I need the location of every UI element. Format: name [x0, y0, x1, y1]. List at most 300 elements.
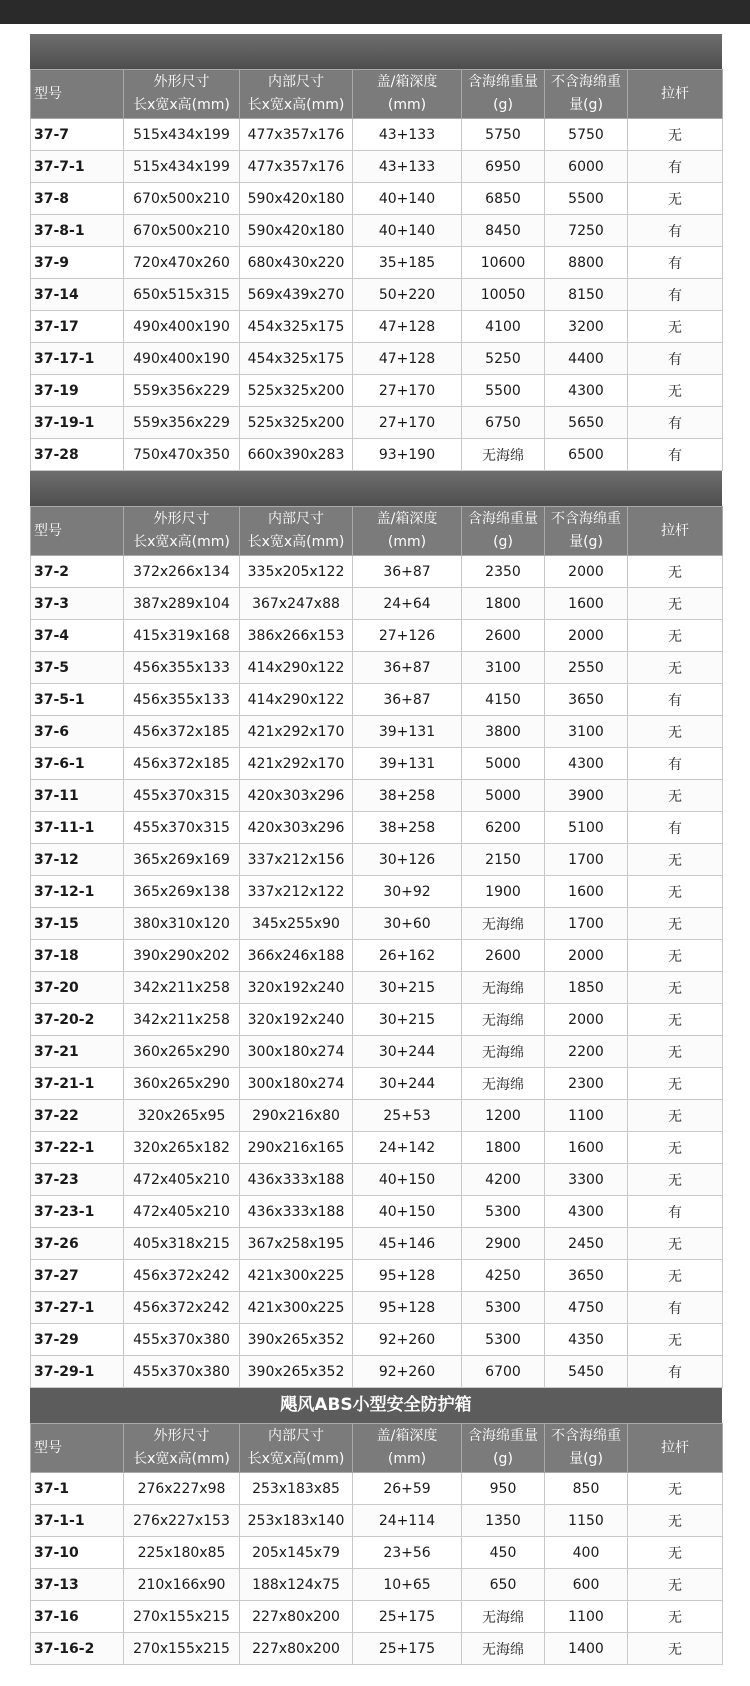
cell-outer-size: 455x370x380 — [124, 1324, 240, 1356]
cell-depth: 27+170 — [353, 375, 462, 407]
cell-weight-no-sponge: 5650 — [545, 407, 628, 439]
cell-weight-no-sponge: 3650 — [545, 684, 628, 716]
cell-weight-with-sponge: 8450 — [462, 215, 545, 247]
cell-model: 37-5 — [31, 652, 124, 684]
cell-pull-rod: 无 — [628, 620, 723, 652]
cell-outer-size: 372x266x134 — [124, 556, 240, 588]
cell-weight-with-sponge: 2600 — [462, 620, 545, 652]
cell-inner-size: 205x145x79 — [240, 1537, 353, 1569]
cell-depth: 23+56 — [353, 1537, 462, 1569]
section-title: 飓风ABS小型安全防护箱 — [30, 1388, 722, 1423]
cell-depth: 40+150 — [353, 1164, 462, 1196]
cell-model: 37-23-1 — [31, 1196, 124, 1228]
header-inner-size: 内部尺寸 长x宽x高(mm) — [240, 1424, 353, 1473]
table-row — [31, 908, 723, 940]
cell-weight-with-sponge: 6850 — [462, 183, 545, 215]
cell-depth: 92+260 — [353, 1324, 462, 1356]
cell-outer-size: 365x269x169 — [124, 844, 240, 876]
table-row — [31, 1356, 723, 1388]
cell-inner-size: 436x333x188 — [240, 1164, 353, 1196]
cell-model: 37-11-1 — [31, 812, 124, 844]
cell-outer-size: 472x405x210 — [124, 1196, 240, 1228]
cell-pull-rod: 无 — [628, 1633, 723, 1665]
cell-weight-no-sponge: 4300 — [545, 1196, 628, 1228]
cell-outer-size: 455x370x380 — [124, 1356, 240, 1388]
cell-depth: 39+131 — [353, 716, 462, 748]
cell-model: 37-7 — [31, 119, 124, 151]
table-row — [31, 780, 723, 812]
cell-depth: 30+215 — [353, 1004, 462, 1036]
header-pull-rod: 拉杆 — [628, 70, 723, 119]
cell-inner-size: 390x265x352 — [240, 1324, 353, 1356]
cell-model: 37-8-1 — [31, 215, 124, 247]
cell-inner-size: 320x192x240 — [240, 1004, 353, 1036]
cell-depth: 30+92 — [353, 876, 462, 908]
cell-pull-rod: 有 — [628, 748, 723, 780]
cell-weight-with-sponge: 650 — [462, 1569, 545, 1601]
cell-weight-with-sponge: 无海绵 — [462, 1036, 545, 1068]
header-weight-with-sponge: 含海绵重量 (g) — [462, 1424, 545, 1473]
cell-depth: 40+140 — [353, 215, 462, 247]
cell-weight-no-sponge: 5100 — [545, 812, 628, 844]
table-row — [31, 588, 723, 620]
cell-model: 37-27 — [31, 1260, 124, 1292]
cell-inner-size: 525x325x200 — [240, 407, 353, 439]
cell-outer-size: 650x515x315 — [124, 279, 240, 311]
table-header-row — [31, 70, 723, 119]
cell-depth: 43+133 — [353, 119, 462, 151]
table-row — [31, 119, 723, 151]
cell-model: 37-27-1 — [31, 1292, 124, 1324]
cell-inner-size: 590x420x180 — [240, 183, 353, 215]
header-pull-rod: 拉杆 — [628, 1424, 723, 1473]
cell-weight-with-sponge: 5300 — [462, 1196, 545, 1228]
table-row — [31, 1196, 723, 1228]
cell-outer-size: 670x500x210 — [124, 183, 240, 215]
header-weight-no-sponge: 不含海绵重 量(g) — [545, 1424, 628, 1473]
cell-inner-size: 454x325x175 — [240, 343, 353, 375]
cell-outer-size: 456x355x133 — [124, 684, 240, 716]
cell-depth: 25+175 — [353, 1601, 462, 1633]
cell-pull-rod: 无 — [628, 588, 723, 620]
cell-outer-size: 342x211x258 — [124, 972, 240, 1004]
table-row — [31, 684, 723, 716]
cell-pull-rod: 有 — [628, 1196, 723, 1228]
cell-depth: 95+128 — [353, 1292, 462, 1324]
cell-weight-with-sponge: 2900 — [462, 1228, 545, 1260]
table-row — [31, 343, 723, 375]
cell-weight-no-sponge: 6000 — [545, 151, 628, 183]
cell-pull-rod: 有 — [628, 812, 723, 844]
cell-weight-with-sponge: 4100 — [462, 311, 545, 343]
cell-inner-size: 420x303x296 — [240, 780, 353, 812]
table-row — [31, 1036, 723, 1068]
cell-depth: 45+146 — [353, 1228, 462, 1260]
cell-depth: 27+126 — [353, 620, 462, 652]
cell-model: 37-2 — [31, 556, 124, 588]
cell-model: 37-14 — [31, 279, 124, 311]
cell-weight-with-sponge: 5250 — [462, 343, 545, 375]
cell-weight-no-sponge: 3900 — [545, 780, 628, 812]
cell-inner-size: 290x216x80 — [240, 1100, 353, 1132]
table-row — [31, 375, 723, 407]
cell-weight-with-sponge: 950 — [462, 1473, 545, 1505]
cell-model: 37-12 — [31, 844, 124, 876]
cell-depth: 36+87 — [353, 684, 462, 716]
cell-weight-with-sponge: 3100 — [462, 652, 545, 684]
cell-pull-rod: 无 — [628, 1324, 723, 1356]
cell-pull-rod: 无 — [628, 183, 723, 215]
cell-weight-with-sponge: 无海绵 — [462, 908, 545, 940]
spec-table — [30, 69, 723, 471]
cell-inner-size: 345x255x90 — [240, 908, 353, 940]
table-row — [31, 247, 723, 279]
cell-pull-rod: 有 — [628, 684, 723, 716]
cell-depth: 30+215 — [353, 972, 462, 1004]
cell-model: 37-19 — [31, 375, 124, 407]
cell-weight-no-sponge: 2550 — [545, 652, 628, 684]
cell-inner-size: 367x247x88 — [240, 588, 353, 620]
cell-outer-size: 225x180x85 — [124, 1537, 240, 1569]
cell-outer-size: 210x166x90 — [124, 1569, 240, 1601]
cell-depth: 38+258 — [353, 780, 462, 812]
cell-pull-rod: 无 — [628, 780, 723, 812]
section-large-cases — [30, 34, 722, 471]
table-row — [31, 748, 723, 780]
cell-inner-size: 454x325x175 — [240, 311, 353, 343]
header-inner-size: 内部尺寸 长x宽x高(mm) — [240, 507, 353, 556]
table-row — [31, 652, 723, 684]
cell-model: 37-7-1 — [31, 151, 124, 183]
cell-depth: 24+114 — [353, 1505, 462, 1537]
cell-outer-size: 320x265x95 — [124, 1100, 240, 1132]
cell-model: 37-19-1 — [31, 407, 124, 439]
cell-inner-size: 366x246x188 — [240, 940, 353, 972]
cell-outer-size: 455x370x315 — [124, 780, 240, 812]
cell-outer-size: 750x470x350 — [124, 439, 240, 471]
cell-weight-no-sponge: 1850 — [545, 972, 628, 1004]
table-row — [31, 1473, 723, 1505]
cell-weight-no-sponge: 5450 — [545, 1356, 628, 1388]
cell-inner-size: 290x216x165 — [240, 1132, 353, 1164]
cell-weight-with-sponge: 6700 — [462, 1356, 545, 1388]
cell-weight-no-sponge: 1150 — [545, 1505, 628, 1537]
cell-depth: 30+126 — [353, 844, 462, 876]
table-row — [31, 1601, 723, 1633]
cell-inner-size: 414x290x122 — [240, 652, 353, 684]
cell-weight-no-sponge: 600 — [545, 1569, 628, 1601]
cell-depth: 10+65 — [353, 1569, 462, 1601]
cell-weight-with-sponge: 5500 — [462, 375, 545, 407]
cell-depth: 25+175 — [353, 1633, 462, 1665]
cell-depth: 40+140 — [353, 183, 462, 215]
table-row — [31, 876, 723, 908]
header-weight-no-sponge: 不含海绵重 量(g) — [545, 70, 628, 119]
section-small-cases — [30, 1388, 722, 1665]
cell-weight-no-sponge: 2300 — [545, 1068, 628, 1100]
cell-inner-size: 477x357x176 — [240, 119, 353, 151]
cell-outer-size: 390x290x202 — [124, 940, 240, 972]
cell-pull-rod: 无 — [628, 1537, 723, 1569]
cell-weight-with-sponge: 3800 — [462, 716, 545, 748]
cell-inner-size: 337x212x122 — [240, 876, 353, 908]
table-row — [31, 183, 723, 215]
cell-pull-rod: 无 — [628, 119, 723, 151]
cell-model: 37-10 — [31, 1537, 124, 1569]
cell-weight-with-sponge: 无海绵 — [462, 1004, 545, 1036]
cell-weight-no-sponge: 3300 — [545, 1164, 628, 1196]
cell-weight-with-sponge: 2350 — [462, 556, 545, 588]
cell-outer-size: 276x227x98 — [124, 1473, 240, 1505]
cell-inner-size: 421x292x170 — [240, 716, 353, 748]
cell-pull-rod: 无 — [628, 1164, 723, 1196]
table-row — [31, 311, 723, 343]
cell-weight-no-sponge: 4400 — [545, 343, 628, 375]
header-depth: 盖/箱深度 (mm) — [353, 70, 462, 119]
cell-model: 37-18 — [31, 940, 124, 972]
section-medium-cases — [30, 471, 722, 1388]
cell-outer-size: 405x318x215 — [124, 1228, 240, 1260]
cell-outer-size: 490x400x190 — [124, 311, 240, 343]
header-depth: 盖/箱深度 (mm) — [353, 1424, 462, 1473]
cell-weight-no-sponge: 1100 — [545, 1100, 628, 1132]
cell-weight-with-sponge: 4250 — [462, 1260, 545, 1292]
cell-outer-size: 456x372x242 — [124, 1260, 240, 1292]
cell-weight-no-sponge: 5500 — [545, 183, 628, 215]
table-row — [31, 1633, 723, 1665]
cell-pull-rod: 有 — [628, 407, 723, 439]
cell-model: 37-15 — [31, 908, 124, 940]
cell-pull-rod: 有 — [628, 343, 723, 375]
cell-outer-size: 320x265x182 — [124, 1132, 240, 1164]
cell-weight-with-sponge: 6750 — [462, 407, 545, 439]
cell-weight-no-sponge: 8800 — [545, 247, 628, 279]
spec-table — [30, 1423, 723, 1665]
cell-outer-size: 456x372x242 — [124, 1292, 240, 1324]
cell-depth: 47+128 — [353, 343, 462, 375]
cell-outer-size: 472x405x210 — [124, 1164, 240, 1196]
cell-depth: 92+260 — [353, 1356, 462, 1388]
cell-outer-size: 456x372x185 — [124, 748, 240, 780]
cell-weight-no-sponge: 2000 — [545, 940, 628, 972]
cell-pull-rod: 无 — [628, 1260, 723, 1292]
cell-outer-size: 380x310x120 — [124, 908, 240, 940]
cell-weight-with-sponge: 10600 — [462, 247, 545, 279]
cell-pull-rod: 无 — [628, 1473, 723, 1505]
table-row — [31, 1324, 723, 1356]
cell-weight-no-sponge: 400 — [545, 1537, 628, 1569]
cell-weight-with-sponge: 10050 — [462, 279, 545, 311]
cell-weight-no-sponge: 6500 — [545, 439, 628, 471]
cell-inner-size: 590x420x180 — [240, 215, 353, 247]
cell-inner-size: 386x266x153 — [240, 620, 353, 652]
table-row — [31, 1569, 723, 1601]
cell-weight-with-sponge: 1350 — [462, 1505, 545, 1537]
cell-depth: 95+128 — [353, 1260, 462, 1292]
cell-model: 37-9 — [31, 247, 124, 279]
cell-weight-no-sponge: 3200 — [545, 311, 628, 343]
cell-pull-rod: 无 — [628, 908, 723, 940]
cell-pull-rod: 无 — [628, 1132, 723, 1164]
cell-pull-rod: 有 — [628, 279, 723, 311]
cell-pull-rod: 有 — [628, 1356, 723, 1388]
cell-model: 37-12-1 — [31, 876, 124, 908]
top-dark-bar — [0, 0, 750, 24]
cell-weight-no-sponge: 1700 — [545, 908, 628, 940]
table-row — [31, 1164, 723, 1196]
header-outer-size: 外形尺寸 长x宽x高(mm) — [124, 507, 240, 556]
cell-model: 37-17 — [31, 311, 124, 343]
cell-pull-rod: 无 — [628, 716, 723, 748]
table-header-row — [31, 507, 723, 556]
cell-weight-with-sponge: 5000 — [462, 748, 545, 780]
cell-model: 37-20 — [31, 972, 124, 1004]
cell-model: 37-5-1 — [31, 684, 124, 716]
cell-outer-size: 456x372x185 — [124, 716, 240, 748]
cell-model: 37-4 — [31, 620, 124, 652]
cell-depth: 30+244 — [353, 1068, 462, 1100]
cell-weight-with-sponge: 5300 — [462, 1324, 545, 1356]
cell-weight-with-sponge: 6950 — [462, 151, 545, 183]
cell-inner-size: 188x124x75 — [240, 1569, 353, 1601]
cell-inner-size: 227x80x200 — [240, 1601, 353, 1633]
cell-outer-size: 720x470x260 — [124, 247, 240, 279]
header-weight-with-sponge: 含海绵重量 (g) — [462, 70, 545, 119]
cell-model: 37-6-1 — [31, 748, 124, 780]
cell-weight-no-sponge: 3100 — [545, 716, 628, 748]
cell-weight-no-sponge: 4300 — [545, 748, 628, 780]
cell-pull-rod: 无 — [628, 1036, 723, 1068]
cell-pull-rod: 有 — [628, 215, 723, 247]
table-row — [31, 620, 723, 652]
header-outer-size: 外形尺寸 长x宽x高(mm) — [124, 70, 240, 119]
cell-weight-no-sponge: 1600 — [545, 588, 628, 620]
cell-weight-with-sponge: 4200 — [462, 1164, 545, 1196]
cell-weight-no-sponge: 1700 — [545, 844, 628, 876]
cell-weight-with-sponge: 无海绵 — [462, 1068, 545, 1100]
table-row — [31, 1505, 723, 1537]
cell-pull-rod: 无 — [628, 1004, 723, 1036]
cell-outer-size: 360x265x290 — [124, 1068, 240, 1100]
cell-depth: 40+150 — [353, 1196, 462, 1228]
cell-weight-with-sponge: 2600 — [462, 940, 545, 972]
cell-depth: 36+87 — [353, 652, 462, 684]
table-row — [31, 1292, 723, 1324]
header-model: 型号 — [31, 507, 124, 556]
table-row — [31, 972, 723, 1004]
table-row — [31, 940, 723, 972]
cell-pull-rod: 无 — [628, 1569, 723, 1601]
cell-pull-rod: 无 — [628, 940, 723, 972]
cell-weight-with-sponge: 1200 — [462, 1100, 545, 1132]
cell-weight-no-sponge: 7250 — [545, 215, 628, 247]
table-row — [31, 812, 723, 844]
cell-weight-with-sponge: 5000 — [462, 780, 545, 812]
cell-inner-size: 436x333x188 — [240, 1196, 353, 1228]
table-row — [31, 1228, 723, 1260]
header-model: 型号 — [31, 1424, 124, 1473]
cell-weight-no-sponge: 1400 — [545, 1633, 628, 1665]
cell-inner-size: 300x180x274 — [240, 1068, 353, 1100]
cell-outer-size: 670x500x210 — [124, 215, 240, 247]
cell-pull-rod: 无 — [628, 876, 723, 908]
cell-pull-rod: 有 — [628, 247, 723, 279]
cell-model: 37-3 — [31, 588, 124, 620]
cell-inner-size: 420x303x296 — [240, 812, 353, 844]
cell-weight-with-sponge: 无海绵 — [462, 1601, 545, 1633]
table-row — [31, 1068, 723, 1100]
cell-weight-with-sponge: 1900 — [462, 876, 545, 908]
cell-weight-no-sponge: 8150 — [545, 279, 628, 311]
spec-tables — [30, 34, 722, 1665]
cell-inner-size: 680x430x220 — [240, 247, 353, 279]
cell-weight-with-sponge: 450 — [462, 1537, 545, 1569]
cell-model: 37-28 — [31, 439, 124, 471]
table-row — [31, 716, 723, 748]
header-weight-with-sponge: 含海绵重量 (g) — [462, 507, 545, 556]
cell-outer-size: 276x227x153 — [124, 1505, 240, 1537]
cell-weight-no-sponge: 2450 — [545, 1228, 628, 1260]
cell-inner-size: 335x205x122 — [240, 556, 353, 588]
cell-depth: 47+128 — [353, 311, 462, 343]
cell-model: 37-21-1 — [31, 1068, 124, 1100]
header-depth: 盖/箱深度 (mm) — [353, 507, 462, 556]
cell-inner-size: 337x212x156 — [240, 844, 353, 876]
cell-inner-size: 227x80x200 — [240, 1633, 353, 1665]
cell-inner-size: 421x292x170 — [240, 748, 353, 780]
cell-inner-size: 421x300x225 — [240, 1260, 353, 1292]
cell-inner-size: 421x300x225 — [240, 1292, 353, 1324]
cell-inner-size: 660x390x283 — [240, 439, 353, 471]
table-row — [31, 1100, 723, 1132]
cell-model: 37-1 — [31, 1473, 124, 1505]
cell-depth: 39+131 — [353, 748, 462, 780]
cell-model: 37-21 — [31, 1036, 124, 1068]
table-row — [31, 1537, 723, 1569]
cell-model: 37-13 — [31, 1569, 124, 1601]
cell-outer-size: 365x269x138 — [124, 876, 240, 908]
header-inner-size: 内部尺寸 长x宽x高(mm) — [240, 70, 353, 119]
cell-pull-rod: 无 — [628, 556, 723, 588]
cell-model: 37-20-2 — [31, 1004, 124, 1036]
cell-weight-with-sponge: 无海绵 — [462, 439, 545, 471]
cell-inner-size: 320x192x240 — [240, 972, 353, 1004]
cell-depth: 50+220 — [353, 279, 462, 311]
cell-outer-size: 559x356x229 — [124, 407, 240, 439]
cell-weight-with-sponge: 4150 — [462, 684, 545, 716]
header-outer-size: 外形尺寸 长x宽x高(mm) — [124, 1424, 240, 1473]
cell-weight-no-sponge: 4300 — [545, 375, 628, 407]
cell-weight-with-sponge: 1800 — [462, 588, 545, 620]
cell-weight-with-sponge: 无海绵 — [462, 1633, 545, 1665]
cell-outer-size: 387x289x104 — [124, 588, 240, 620]
cell-inner-size: 569x439x270 — [240, 279, 353, 311]
cell-inner-size: 253x183x140 — [240, 1505, 353, 1537]
cell-model: 37-29-1 — [31, 1356, 124, 1388]
cell-model: 37-26 — [31, 1228, 124, 1260]
cell-pull-rod: 无 — [628, 844, 723, 876]
cell-pull-rod: 有 — [628, 151, 723, 183]
cell-pull-rod: 无 — [628, 1505, 723, 1537]
cell-weight-no-sponge: 2000 — [545, 556, 628, 588]
cell-weight-no-sponge: 3650 — [545, 1260, 628, 1292]
table-row — [31, 556, 723, 588]
cell-depth: 30+244 — [353, 1036, 462, 1068]
table-row — [31, 215, 723, 247]
cell-inner-size: 390x265x352 — [240, 1356, 353, 1388]
cell-pull-rod: 无 — [628, 311, 723, 343]
cell-pull-rod: 无 — [628, 1100, 723, 1132]
